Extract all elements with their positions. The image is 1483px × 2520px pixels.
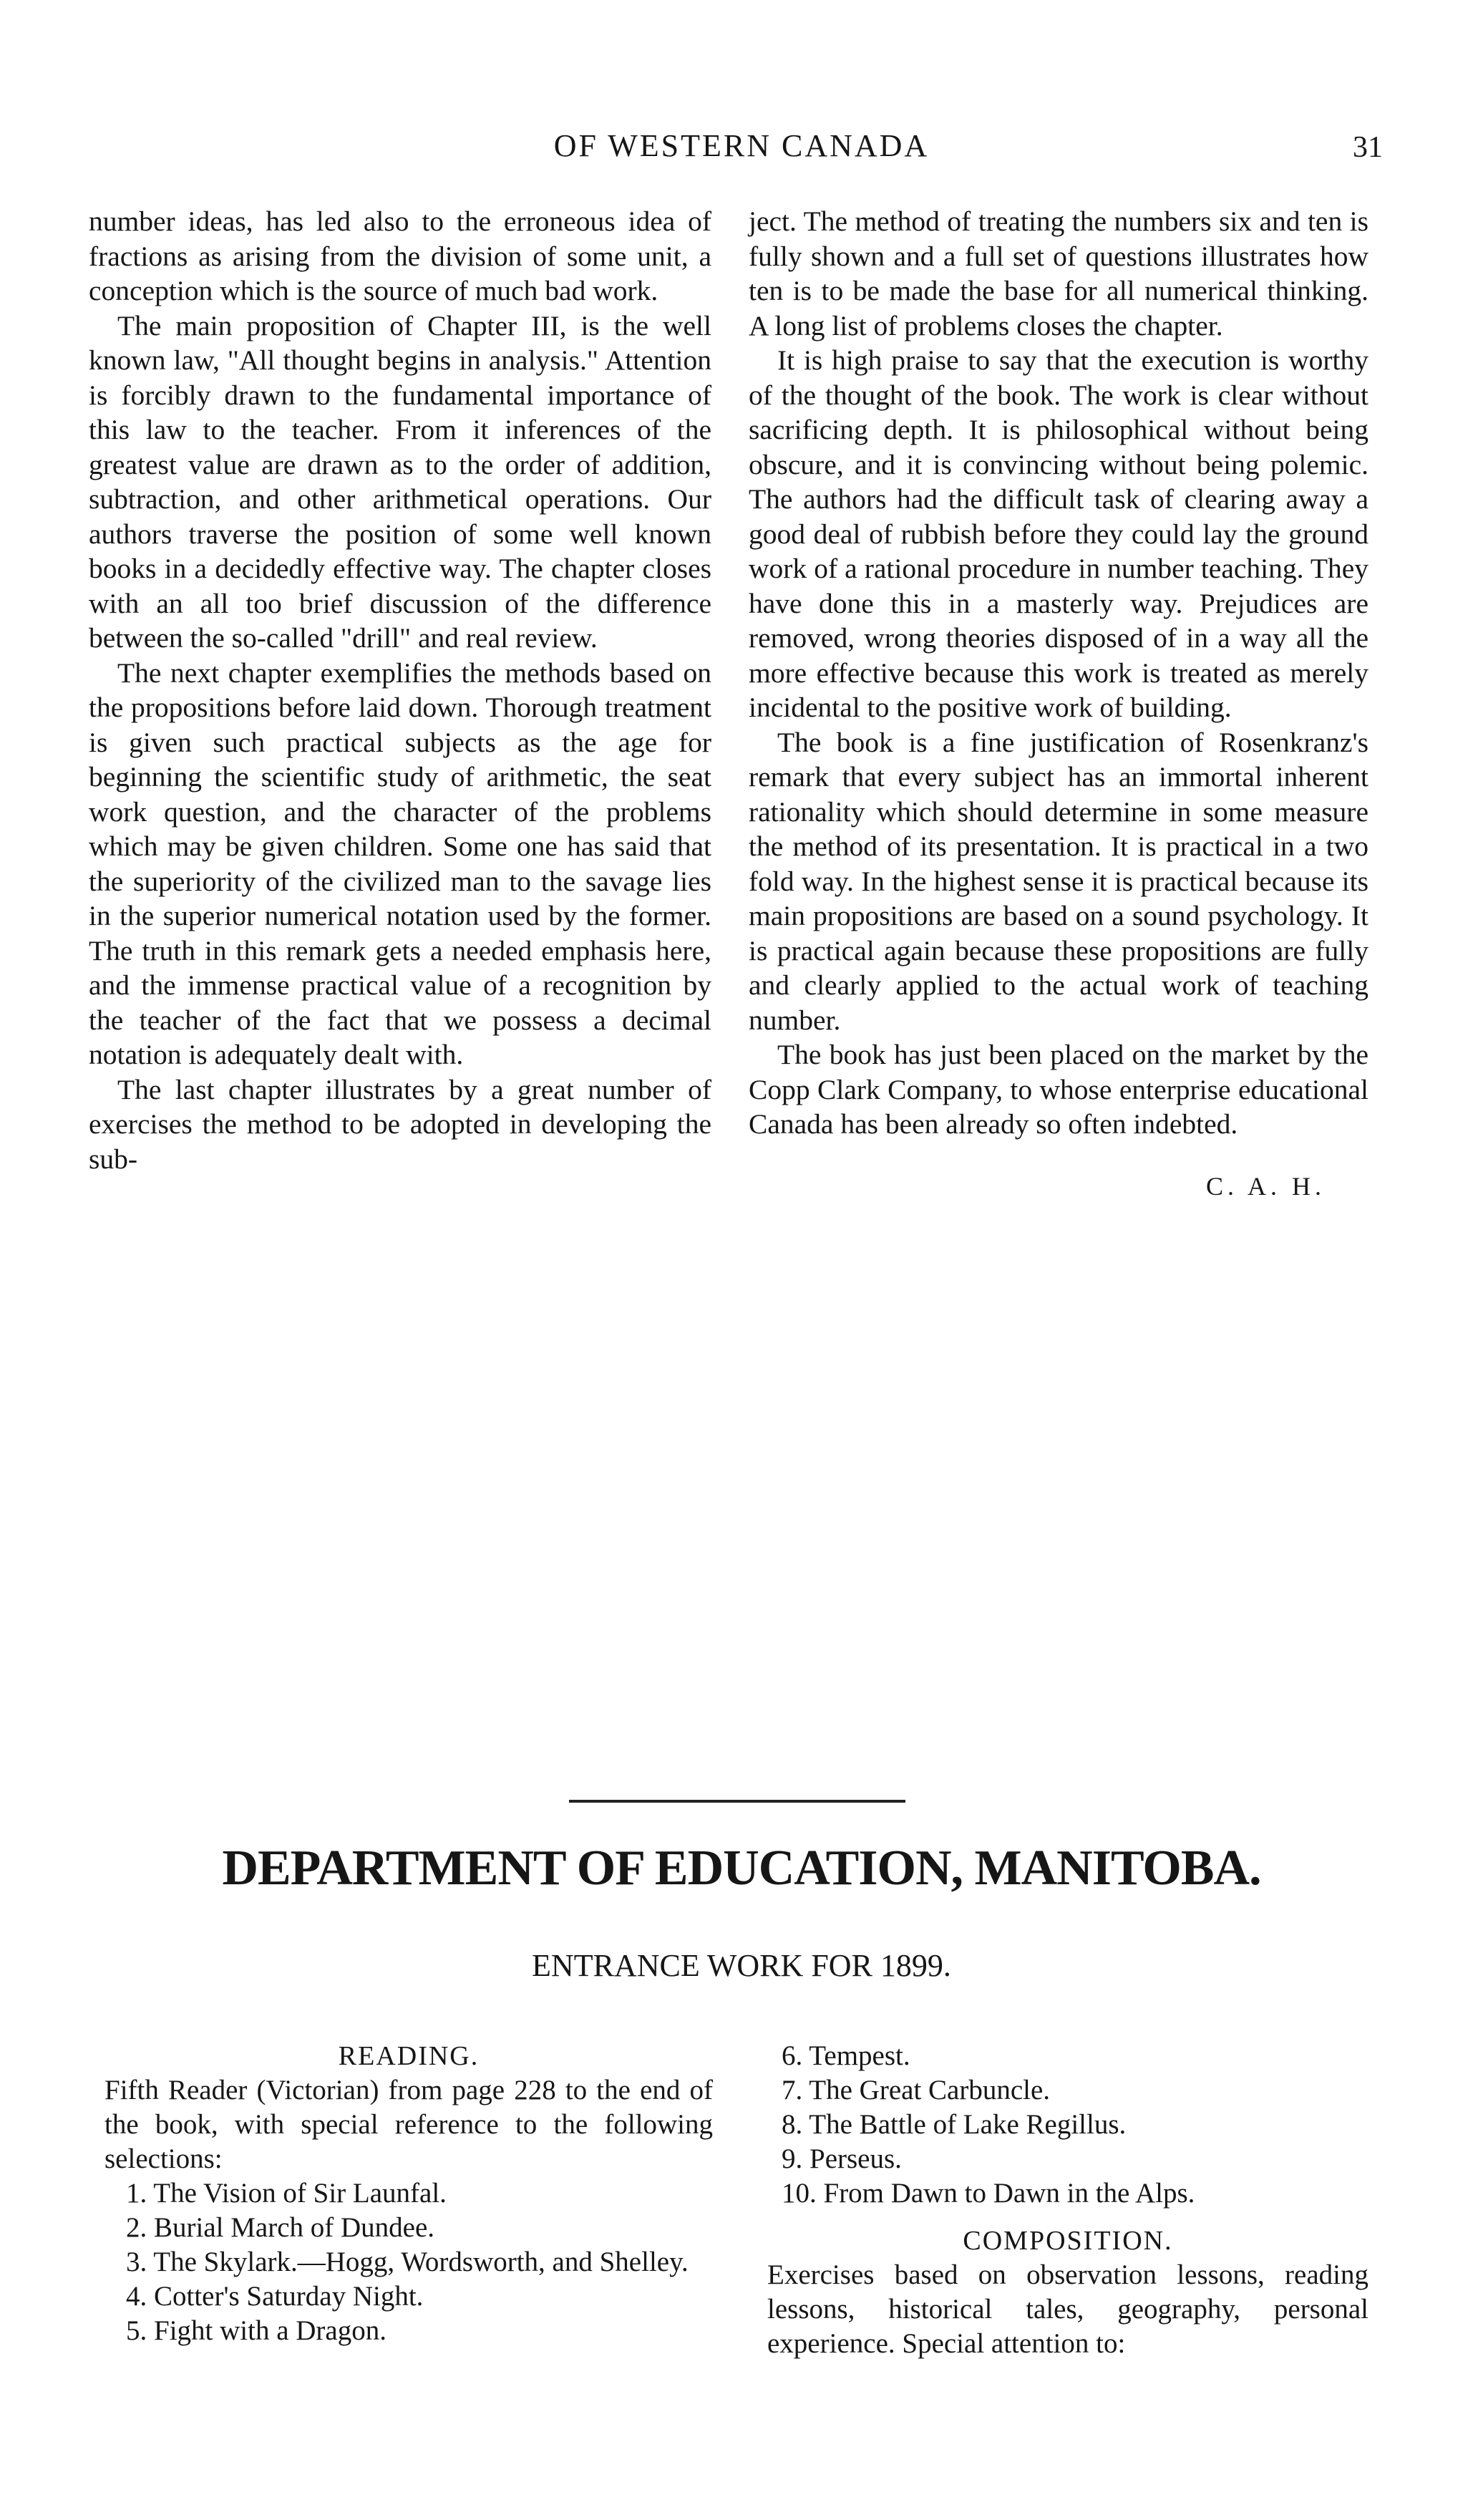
paragraph: The main proposition of Chapter III, is the well known law, "All thought begins in analysis." Attention is forcibly drawn to the fundamental importance of this law to the teacher. From it inferences of the greatest value are drawn as to the order of addition, subtraction, and other arithmetical operations. Our authors traverse the position of some well known books in a decidedly effective way. The chapter closes with an all too brief discussion of the difference between the so-called "drill" and real review. bbox=[89, 309, 711, 654]
paragraph: The last chapter illustrates by a great number of exercises the method to be adopted in developing the sub- bbox=[89, 1073, 711, 1175]
page-header bbox=[0, 127, 1483, 178]
reading-intro: Fifth Reader (Victorian) from page 228 to the end of the book, with special reference to the following selections: bbox=[104, 2075, 713, 2174]
list-item: 3. The Skylark.—Hogg, Wordsworth, and Shelley. bbox=[126, 2247, 689, 2277]
list-item: 7. The Great Carbuncle. bbox=[782, 2075, 1051, 2105]
review-signature: C. A. H. bbox=[1205, 1171, 1326, 1201]
reading-list-left bbox=[104, 2176, 713, 2348]
list-item: 4. Cotter's Saturday Night. bbox=[126, 2281, 424, 2312]
review-column-left bbox=[89, 204, 711, 1176]
paragraph: number ideas, has led also to the erroneous idea of fractions as arising from the division of some unit, a conception which is the source of much bad work. bbox=[89, 205, 711, 306]
section-divider bbox=[569, 1800, 905, 1803]
list-item: 9. Perseus. bbox=[782, 2143, 902, 2174]
paragraph: It is high praise to say that the execution is worthy of the thought of the book. The work is clear without sacrificing depth. It is philosophical without being obscure, and it is convincing without being polemic. The authors had the difficult task of clearing away a good deal of rubbish before they could lay the ground work of a rational procedure in number teaching. They have done this in a masterly way. Prejudices are removed, wrong theories disposed of in a way all the more effective because this work is treated as merely incidental to the positive work of building. bbox=[749, 344, 1368, 723]
list-item: 5. Fight with a Dragon. bbox=[126, 2315, 386, 2346]
paragraph: ject. The method of treating the numbers six and ten is fully shown and a full set of questions illustrates how ten is to be made the base for all numerical thinking. A long list of problems closes the chapter. bbox=[749, 205, 1368, 341]
list-item: 10. From Dawn to Dawn in the Alps. bbox=[782, 2178, 1195, 2209]
list-item: 2. Burial March of Dundee. bbox=[126, 2212, 435, 2243]
paragraph: The book has just been placed on the market by the Copp Clark Company, to whose enterprise educational Canada has been already so often indebted. bbox=[749, 1039, 1368, 1140]
department-title: DEPARTMENT OF EDUCATION, MANITOBA. bbox=[222, 1841, 1261, 1896]
department-subtitle: ENTRANCE WORK FOR 1899. bbox=[532, 1948, 951, 1983]
review-column-right bbox=[749, 204, 1368, 1203]
reading-list-right bbox=[767, 2039, 1368, 2211]
paragraph: The next chapter exemplifies the methods based on the propositions before laid down. Thorough treatment is given such practical subjects as the age for beginning the scientific study of arithmetic, the seat work question, and the character of the problems which may be given children. Some one has said that the superiority of the civilized man to the savage lies in the superior numerical notation used by the former. The truth in this remark gets a needed emphasis here, and the immense practical value of a recognition by the teacher of the fact that we possess a decimal notation is adequately dealt with. bbox=[89, 656, 711, 1070]
composition-text: Exercises based on observation lessons, reading lessons, historical tales, geography, personal experience. Special attention to: bbox=[767, 2259, 1368, 2359]
paragraph: The book is a fine justification of Rosenkranz's remark that every subject has an immortal inherent rationality which should determine in some measure the method of its presentation. It is practical in a two fold way. In the highest sense it is practical because its main propositions are based on a sound psychology. It is practical again because these propositions are fully and clearly applied to the actual work of teaching number. bbox=[749, 726, 1368, 1036]
list-item: 8. The Battle of Lake Regillus. bbox=[782, 2109, 1127, 2140]
page-number: 31 bbox=[1353, 131, 1383, 164]
reading-column-left bbox=[104, 2039, 713, 2348]
list-item: 1. The Vision of Sir Launfal. bbox=[126, 2178, 447, 2209]
reading-column-right bbox=[767, 2039, 1368, 2361]
list-item: 6. Tempest. bbox=[782, 2040, 910, 2071]
composition-heading: COMPOSITION. bbox=[963, 2226, 1173, 2256]
reading-heading: READING. bbox=[338, 2041, 480, 2071]
running-head: OF WESTERN CANADA bbox=[553, 128, 930, 163]
